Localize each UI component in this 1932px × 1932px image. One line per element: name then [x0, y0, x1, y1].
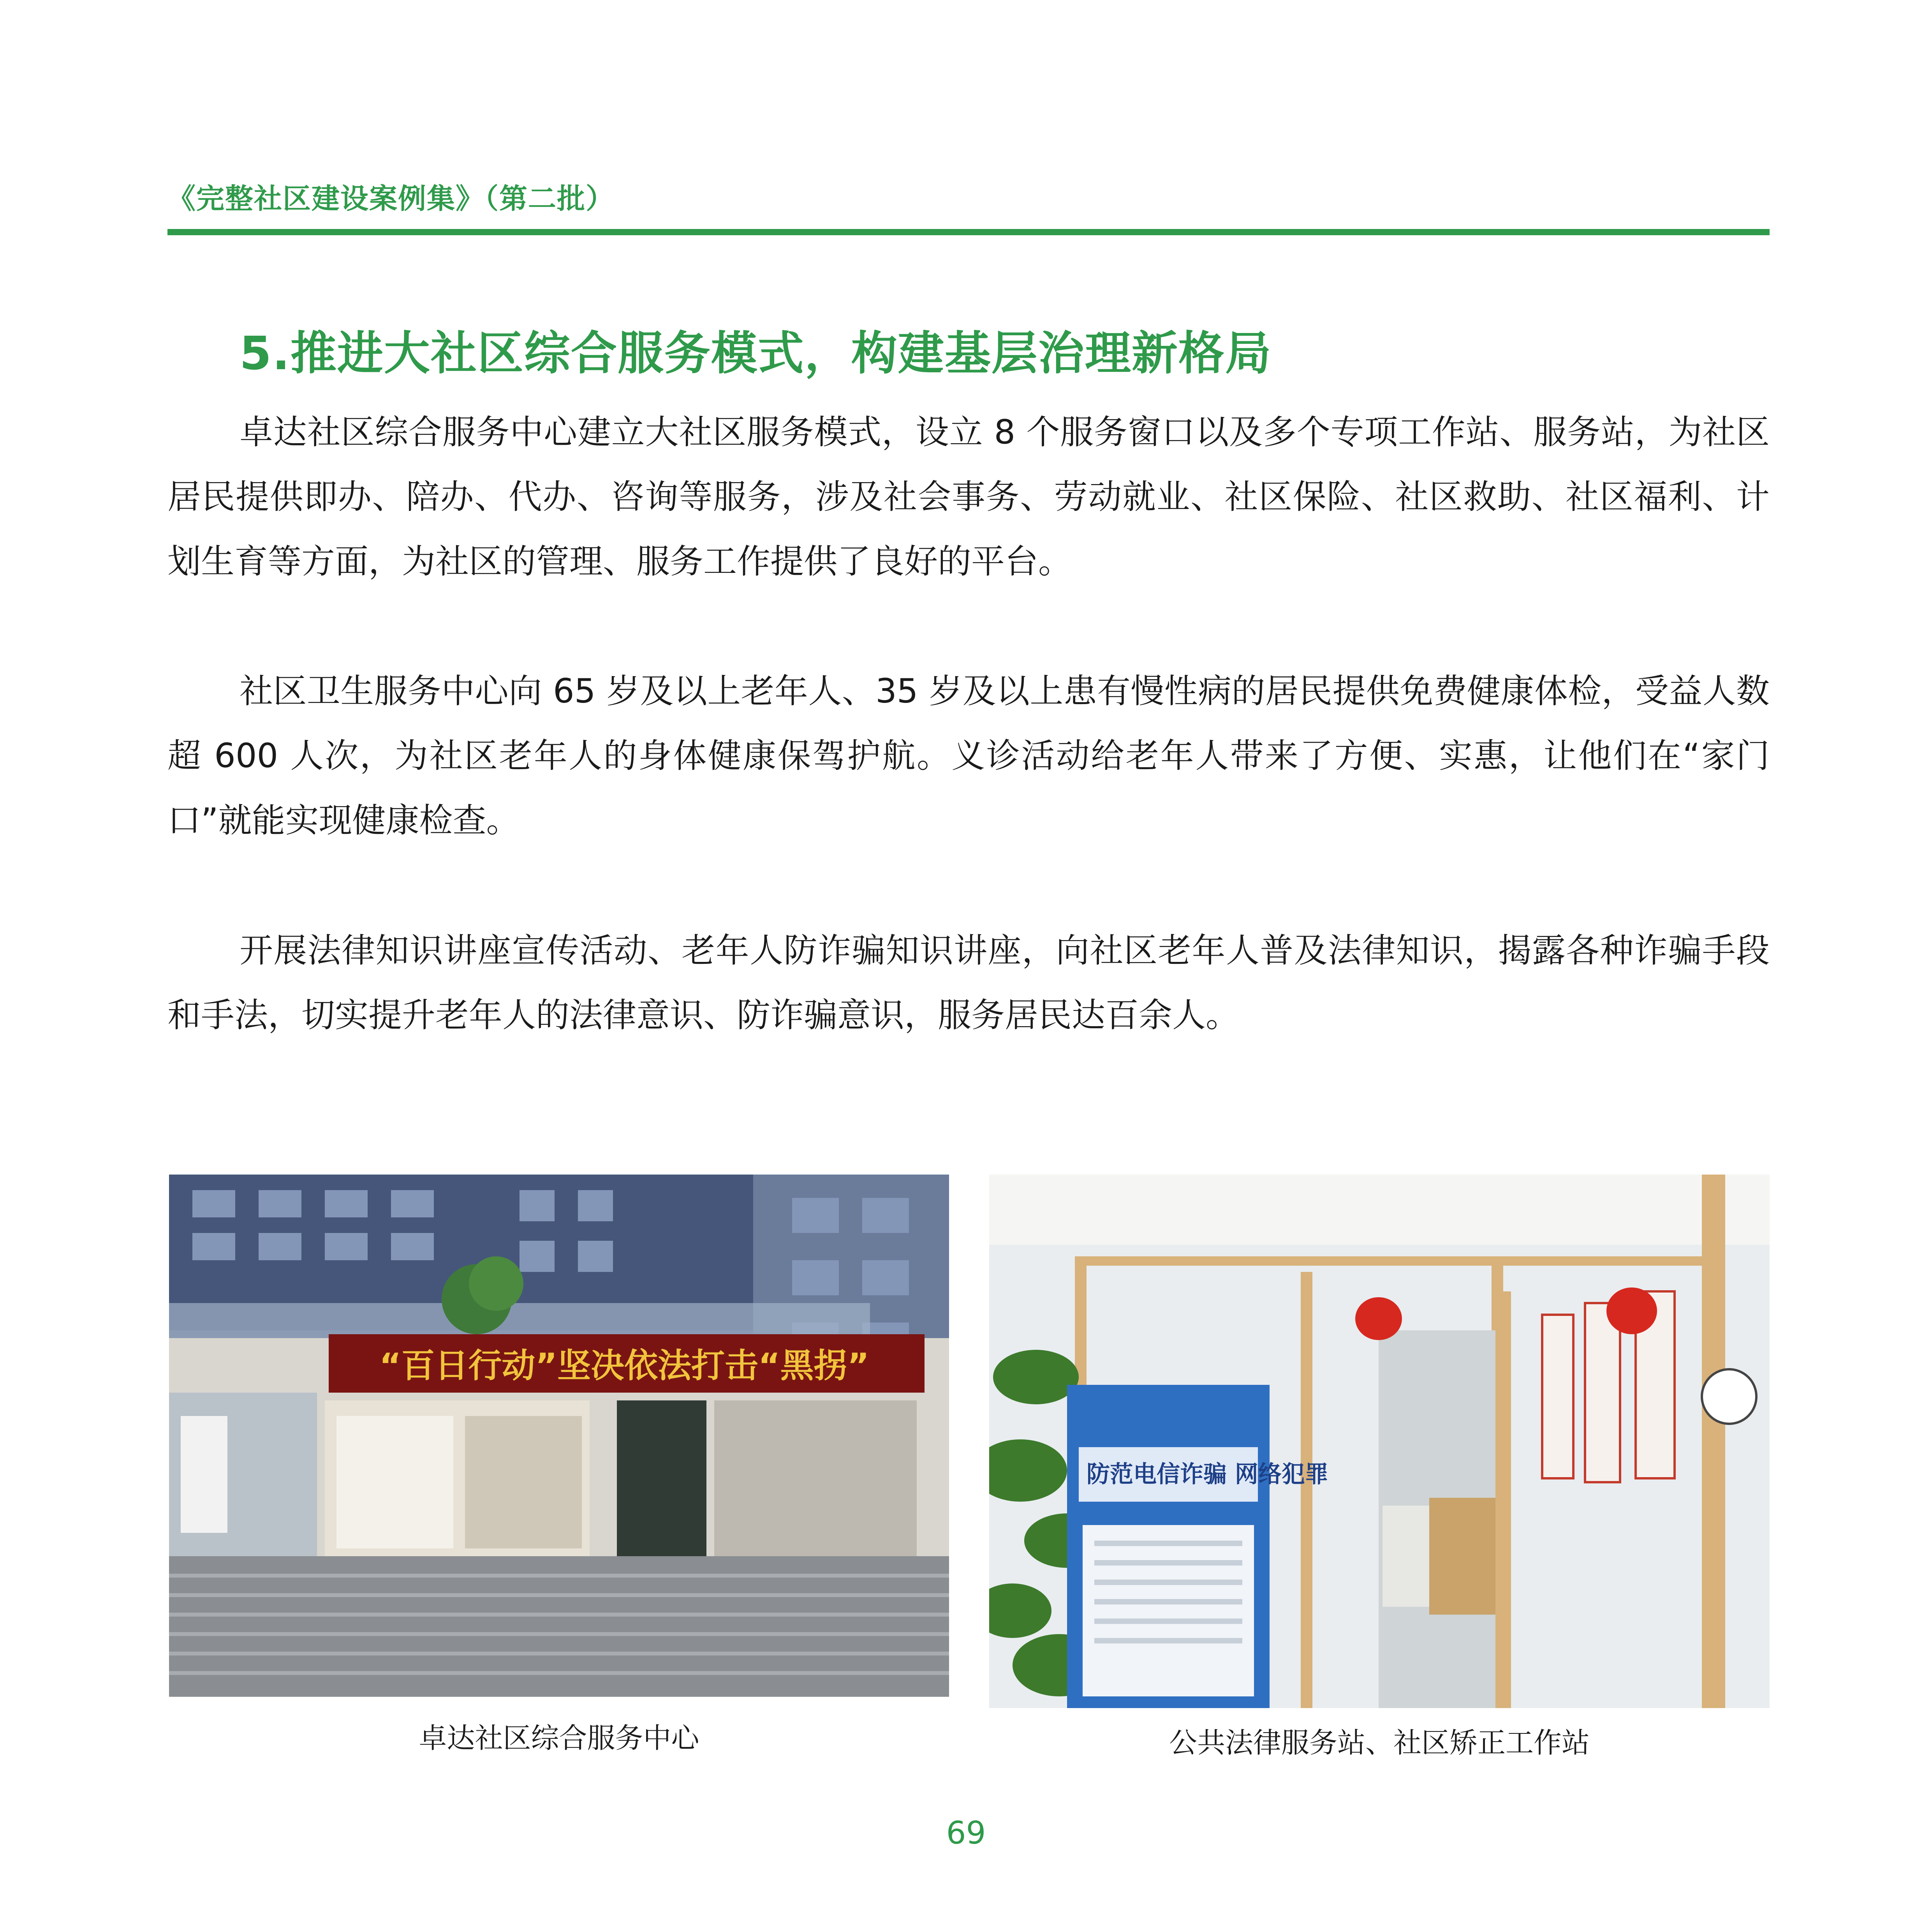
header-divider [167, 229, 1770, 235]
banner-text: “百日行动”坚决依法打击“黑拐” [379, 1346, 870, 1385]
poster-text: 防范电信诈骗 网络犯罪 [1087, 1461, 1328, 1488]
page-number: 69 [946, 1815, 986, 1851]
body-paragraph: 卓达社区综合服务中心建立大社区服务模式，设立 8 个服务窗口以及多个专项工作站、服务站，为社区居民提供即办、陪办、代办、咨询等服务，涉及社会事务、劳动就业、社区保险、社区救助、社区福利、计划生育等方面，为社区的管理、服务工作提供了良好的平台。 [167, 413, 1770, 581]
section-heading: 5.推进大社区综合服务模式，构建基层治理新格局 [240, 326, 1272, 380]
photo-caption: 公共法律服务站、社区矫正工作站 [1169, 1726, 1590, 1759]
body-paragraph: 社区卫生服务中心向 65 岁及以上老年人、35 岁及以上患有慢性病的居民提供免费健康体检，受益人数超 600 人次，为社区老年人的身体健康保驾护航。义诊活动给老年人带来了方便、实惠，让他们在“家门口”就能实现健康检查。 [167, 672, 1770, 840]
running-header-title: 《完整社区建设案例集》（第二批） [167, 182, 615, 215]
body-paragraph: 开展法律知识讲座宣传活动、老年人防诈骗知识讲座，向社区老年人普及法律知识，揭露各种诈骗手段和手法，切实提升老年人的法律意识、防诈骗意识，服务居民达百余人。 [167, 931, 1770, 1035]
legal-service-station-photo [989, 1175, 1770, 1708]
photo-caption: 卓达社区综合服务中心 [419, 1722, 699, 1754]
service-center-photo [169, 1175, 949, 1697]
